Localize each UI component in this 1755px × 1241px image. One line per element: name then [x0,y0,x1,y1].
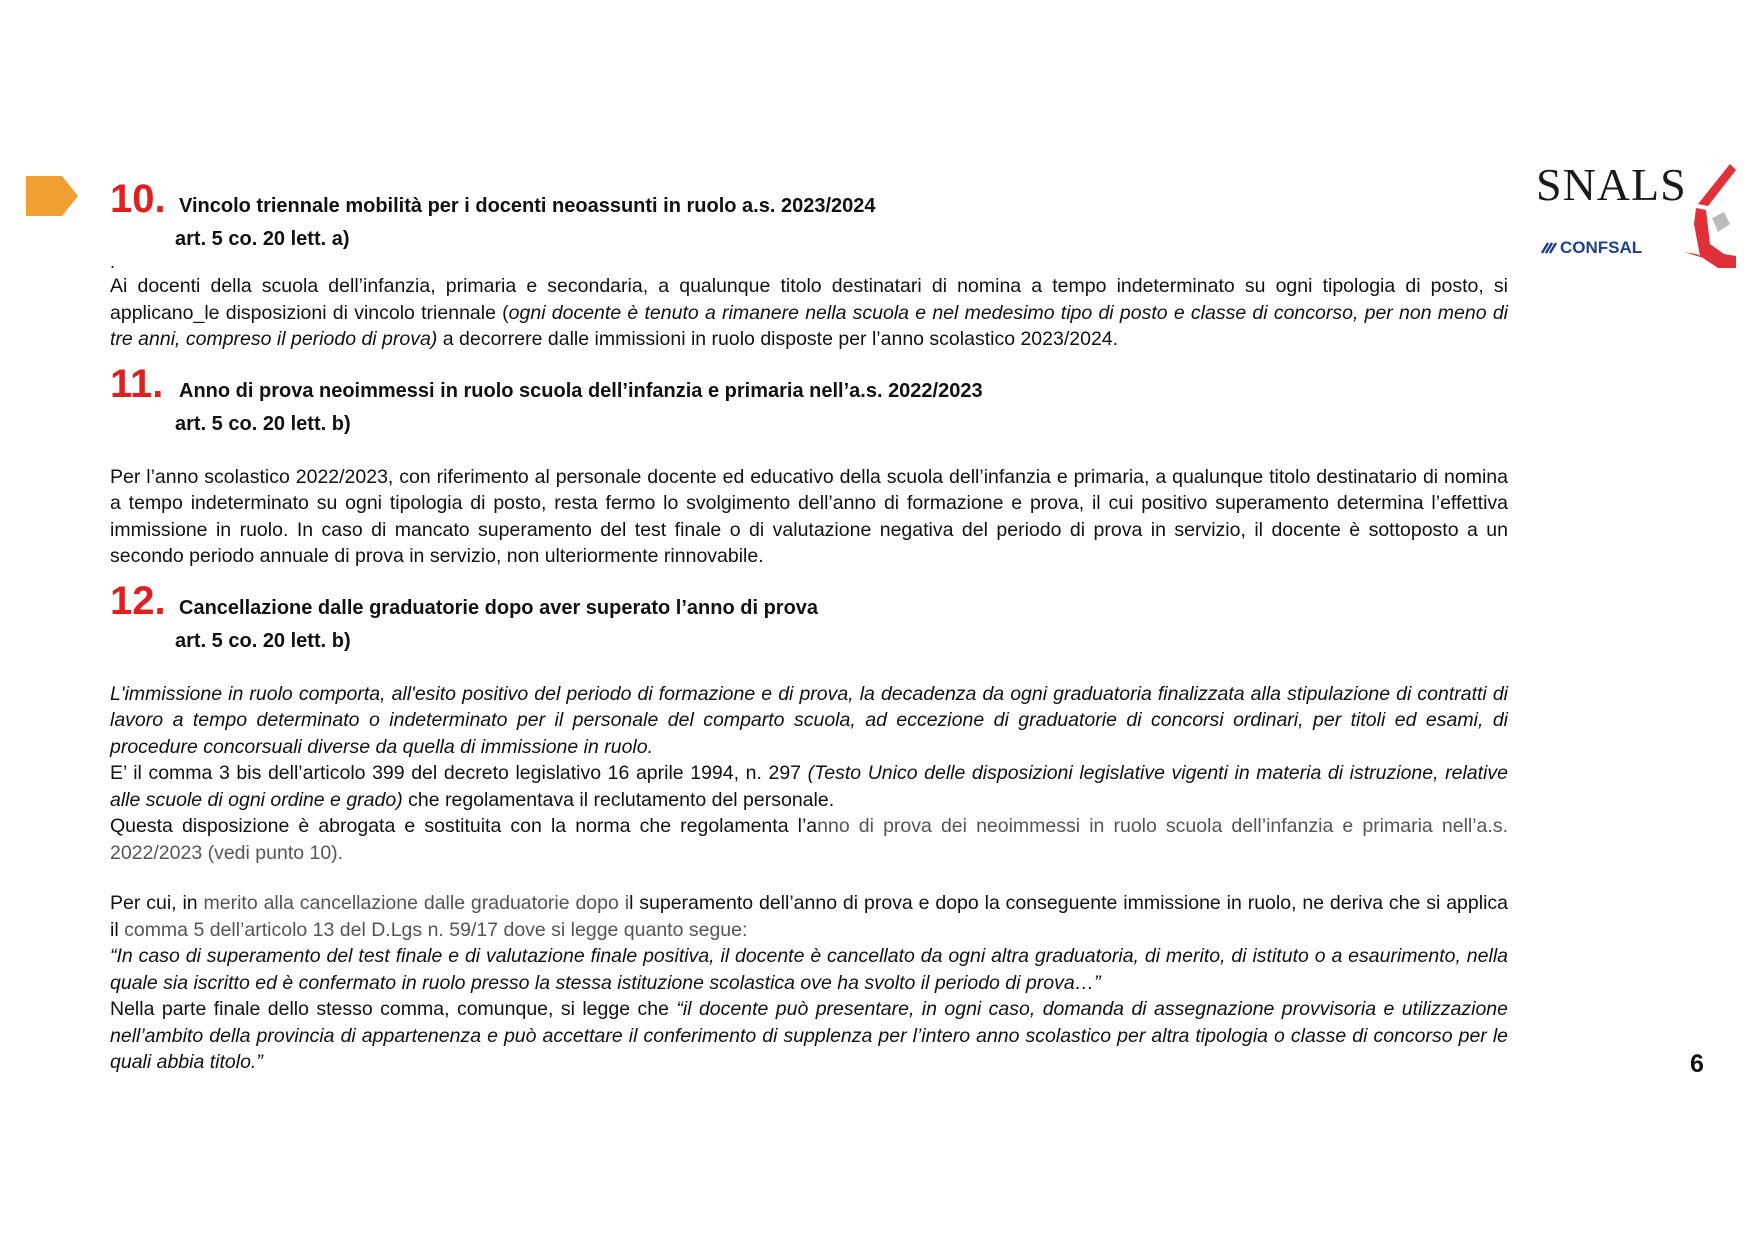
section-12-paragraph-4: Per cui, in merito alla cancellazione dalle graduatorie dopo il superamento dell’anno di prova e dopo la conseguente immissione in ruolo, ne deriva che si applica il comma 5 dell’articolo 13 del D.Lgs n. 59/17 dove si legge quanto segue: [110,892,1509,941]
section-12-paragraph-3: Questa disposizione è abrogata e sostituita con la norma che regolamenta l’anno di prova dei neoimmessi in ruolo scuola dell’infanzia e primaria nell’a.s. 2022/2023 (vedi punto 10). [110,815,1508,864]
section-11-heading [110,363,1508,412]
page-number: 6 [1690,1050,1704,1078]
section-title: Vincolo triennale mobilità per i docenti neoassunti in ruolo a.s. 2023/2024 [179,195,876,217]
logo-swoosh-icon [1648,164,1736,268]
stray-dot: . [110,252,116,272]
document-body [110,178,1508,1076]
section-12-paragraph-1: L'immissione in ruolo comporta, all'esito positivo del periodo di formazione e di prova, la decadenza da ogni graduatoria finalizzata alla stipulazione di contratti di lavoro a tempo determinato o indeterminato per il personale del comparto scuola, ad eccezione di graduatorie di concorsi ordinari, per titoli ed esami, di procedure concorsuali diverse da quella di immissione in ruolo. [110,682,1508,758]
logo-confsal-text: CONFSAL [1560,238,1643,257]
orange-arrow-marker-icon [26,176,78,216]
section-10-heading [110,178,1508,227]
section-12-quote: “In caso di superamento del test finale e di valutazione finale positiva, il docente è cancellato da ogni altra graduatoria, di merito, di istituto o a esaurimento, nella quale sia iscritto ed è confermato in ruolo presso la stessa istituzione scolastica ove ha svolto il periodo di prova…” [110,945,1508,994]
snals-confsal-logo [1530,160,1736,268]
section-12-heading [110,580,1508,629]
section-reference: art. 5 co. 20 lett. a) [175,228,350,250]
section-11-paragraph: Per l’anno scolastico 2022/2023, con riferimento al personale docente ed educativo della scuola dell’infanzia e primaria, a qualunque titolo destinatario di nomina a tempo indeterminato su ogni tipologia di posto, resta fermo lo svolgimento dell’anno di formazione e prova, il cui positivo superamento determina l’effettiva immissione in ruolo. In caso di mancato superamento del test finale o di valutazione negativa del periodo di prova in servizio, il docente è sottoposto a un secondo periodo annuale di prova in servizio, non ulteriormente rinnovabile. [110,465,1508,567]
section-12-paragraph-6: Nella parte finale dello stesso comma, comunque, si legge che “il docente può presentare, in ogni caso, domanda di assegnazione provvisoria e utilizzazione nell’ambito della provincia di appartenenza e può accettare il conferimento di supplenza per l’intero anno scolastico per altra tipologia o classe di concorso per le quali abbia titolo.” [110,998,1509,1073]
section-number: 11. [110,361,164,406]
section-number: 10. [110,177,166,221]
section-title: Anno di prova neoimmessi in ruolo scuola dell’infanzia e primaria nell’a.s. 2022/2023 [179,379,983,402]
section-12-paragraph-2: E’ il comma 3 bis dell’articolo 399 del decreto legislativo 16 aprile 1994, n. 297 (Testo Unico delle disposizioni legislative vigenti in materia di istruzione, relative alle scuole di ogni ordine e grado) che regolamentava il reclutamento del personale. [110,762,1508,811]
logo-snals-text: SNALS [1536,159,1687,210]
section-reference: art. 5 co. 20 lett. b) [175,629,351,652]
section-title: Cancellazione dalle graduatorie dopo aver superato l’anno di prova [179,596,819,619]
section-reference: art. 5 co. 20 lett. b) [175,412,351,435]
section-number: 12. [110,578,166,623]
confsal-mark-icon [1540,241,1558,255]
section-10-paragraph: Ai docenti della scuola dell’infanzia, primaria e secondaria, a qualunque titolo destinatari di nomina a tempo indeterminato su ogni tipologia di posto, si applicano_le disposizioni di vincolo triennale (ogni docente è tenuto a rimanere nella scuola e nel medesimo tipo di posto e classe di concorso, per non meno di tre anni, compreso il periodo di prova) a decorrere dalle immissioni in ruolo disposte per l’anno scolastico 2023/2024. [110,275,1508,350]
